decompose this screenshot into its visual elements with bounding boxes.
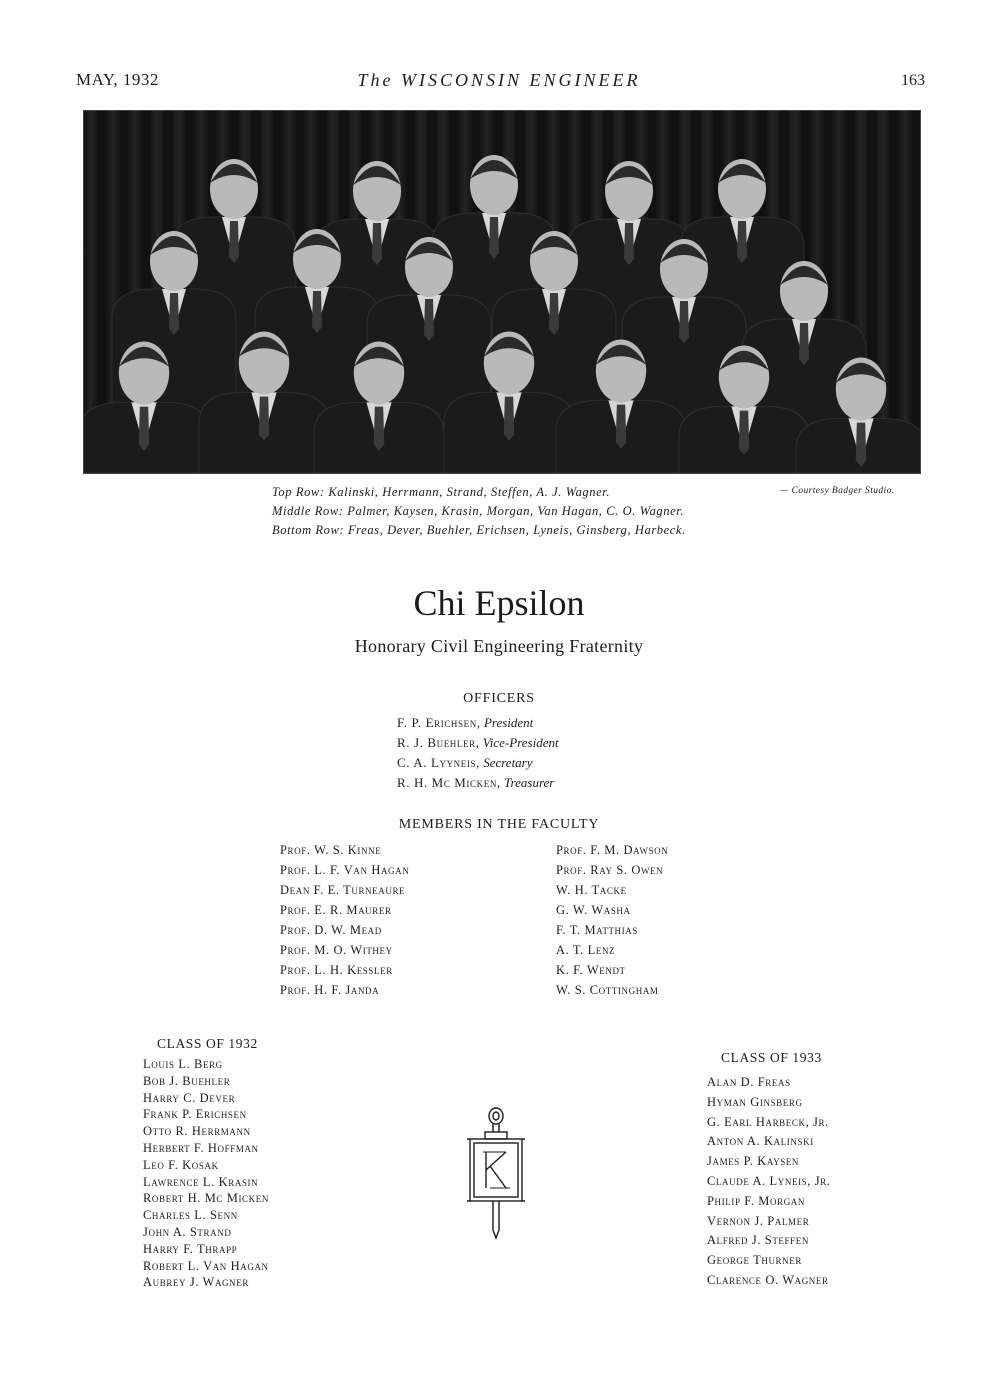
class-member: John A. Strand xyxy=(143,1224,232,1239)
faculty-member: Prof. Ray S. Owen xyxy=(556,863,664,877)
class-1933-list xyxy=(707,1073,831,1291)
class-member: Otto R. Herrmann xyxy=(143,1124,251,1139)
page-subtitle: Honorary Civil Engineering Fraternity xyxy=(354,636,644,656)
faculty-member: F. T. Matthias xyxy=(556,923,638,937)
faculty-member: K. F. Wendt xyxy=(556,963,626,977)
faculty-member: Prof. L. H. Kessler xyxy=(280,963,393,977)
class-member: Philip F. Morgan xyxy=(707,1193,805,1208)
faculty-member: W. H. Tacke xyxy=(556,883,627,897)
group-photo-image xyxy=(84,111,920,473)
class-member: James P. Kaysen xyxy=(707,1154,800,1169)
officer-item xyxy=(397,753,559,773)
faculty-member: G. W. Washa xyxy=(556,903,631,917)
officers-heading: OFFICERS xyxy=(463,691,535,706)
class-member: Anton A. Kalinski xyxy=(707,1134,814,1149)
class-member: Frank P. Erichsen xyxy=(143,1107,247,1122)
class-member: Alfred J. Steffen xyxy=(707,1233,809,1248)
journal-title: The WISCONSIN ENGINEER xyxy=(357,70,641,90)
officer-name: R. H. Mc Micken, xyxy=(397,775,501,790)
officer-item xyxy=(397,733,559,753)
class-member: Bob J. Buehler xyxy=(143,1073,231,1088)
officer-name: C. A. Lyyneis, xyxy=(397,755,480,770)
officer-name: R. J. Buehler, xyxy=(397,735,480,750)
photo-credit: — Courtesy Badger Studio. xyxy=(780,486,895,496)
caption-top-row: Top Row: Kalinski, Herrmann, Strand, Steffen, A. J. Wagner. xyxy=(272,485,611,499)
officer-role: President xyxy=(483,715,534,730)
faculty-member: Prof. W. S. Kinne xyxy=(280,843,382,857)
class-member: Robert H. Mc Micken xyxy=(143,1191,269,1206)
faculty-member: Dean F. E. Turneaure xyxy=(280,883,406,897)
page-title: Chi Epsilon xyxy=(413,583,585,623)
issue-date: MAY, 1932 xyxy=(76,70,159,89)
class-member: Charles L. Senn xyxy=(143,1208,238,1223)
class-1933-heading: CLASS OF 1933 xyxy=(721,1050,822,1065)
class-member: Leo F. Kosak xyxy=(143,1157,219,1172)
class-member: Hyman Ginsberg xyxy=(707,1094,803,1109)
class-member: Aubrey J. Wagner xyxy=(143,1275,249,1290)
page-number: 163 xyxy=(901,72,925,89)
officer-item xyxy=(397,713,559,733)
faculty-heading: MEMBERS IN THE FACULTY xyxy=(398,817,600,832)
class-1932-heading: CLASS OF 1932 xyxy=(157,1036,258,1051)
faculty-list-right xyxy=(556,840,668,1000)
faculty-member: Prof. L. F. Van Hagan xyxy=(280,863,410,877)
officer-role: Vice-President xyxy=(482,735,559,750)
class-member: Claude A. Lyneis, Jr. xyxy=(707,1173,831,1188)
officer-name: F. P. Erichsen, xyxy=(397,715,481,730)
class-member: Vernon J. Palmer xyxy=(707,1213,810,1228)
class-member: G. Earl Harbeck, Jr. xyxy=(707,1114,829,1129)
chi-epsilon-key-icon xyxy=(466,1104,526,1240)
faculty-member: W. S. Cottingham xyxy=(556,983,659,997)
faculty-member: Prof. H. F. Janda xyxy=(280,983,380,997)
officer-item xyxy=(397,773,559,793)
class-member: Lawrence L. Krasin xyxy=(143,1174,259,1189)
class-member: Robert L. Van Hagan xyxy=(143,1258,269,1273)
class-member: Louis L. Berg xyxy=(143,1057,223,1071)
faculty-member: Prof. D. W. Mead xyxy=(280,923,382,937)
officer-role: Treasurer xyxy=(504,775,555,790)
faculty-member: Prof. M. O. Withey xyxy=(280,943,393,957)
class-member: Herbert F. Hoffman xyxy=(143,1140,259,1155)
faculty-member: Prof. F. M. Dawson xyxy=(556,843,669,857)
group-photo xyxy=(83,110,921,474)
caption-bottom-row: Bottom Row: Freas, Dever, Buehler, Erichsen, Lyneis, Ginsberg, Harbeck. xyxy=(272,523,686,537)
officer-role: Secretary xyxy=(483,755,533,770)
class-member: Clarence O. Wagner xyxy=(707,1272,829,1287)
faculty-member: A. T. Lenz xyxy=(556,943,616,957)
officers-list xyxy=(397,713,559,793)
faculty-member: Prof. E. R. Maurer xyxy=(280,903,392,917)
class-1932-list xyxy=(143,1056,269,1291)
class-member: Harry F. Thrapp xyxy=(143,1241,238,1256)
faculty-list-left xyxy=(280,840,409,1000)
class-member: Harry C. Dever xyxy=(143,1090,236,1105)
photo-captions xyxy=(272,483,686,540)
class-member: Alan D. Freas xyxy=(707,1075,791,1089)
caption-middle-row: Middle Row: Palmer, Kaysen, Krasin, Morgan, Van Hagan, C. O. Wagner. xyxy=(272,504,685,518)
class-member: George Thurner xyxy=(707,1253,802,1268)
